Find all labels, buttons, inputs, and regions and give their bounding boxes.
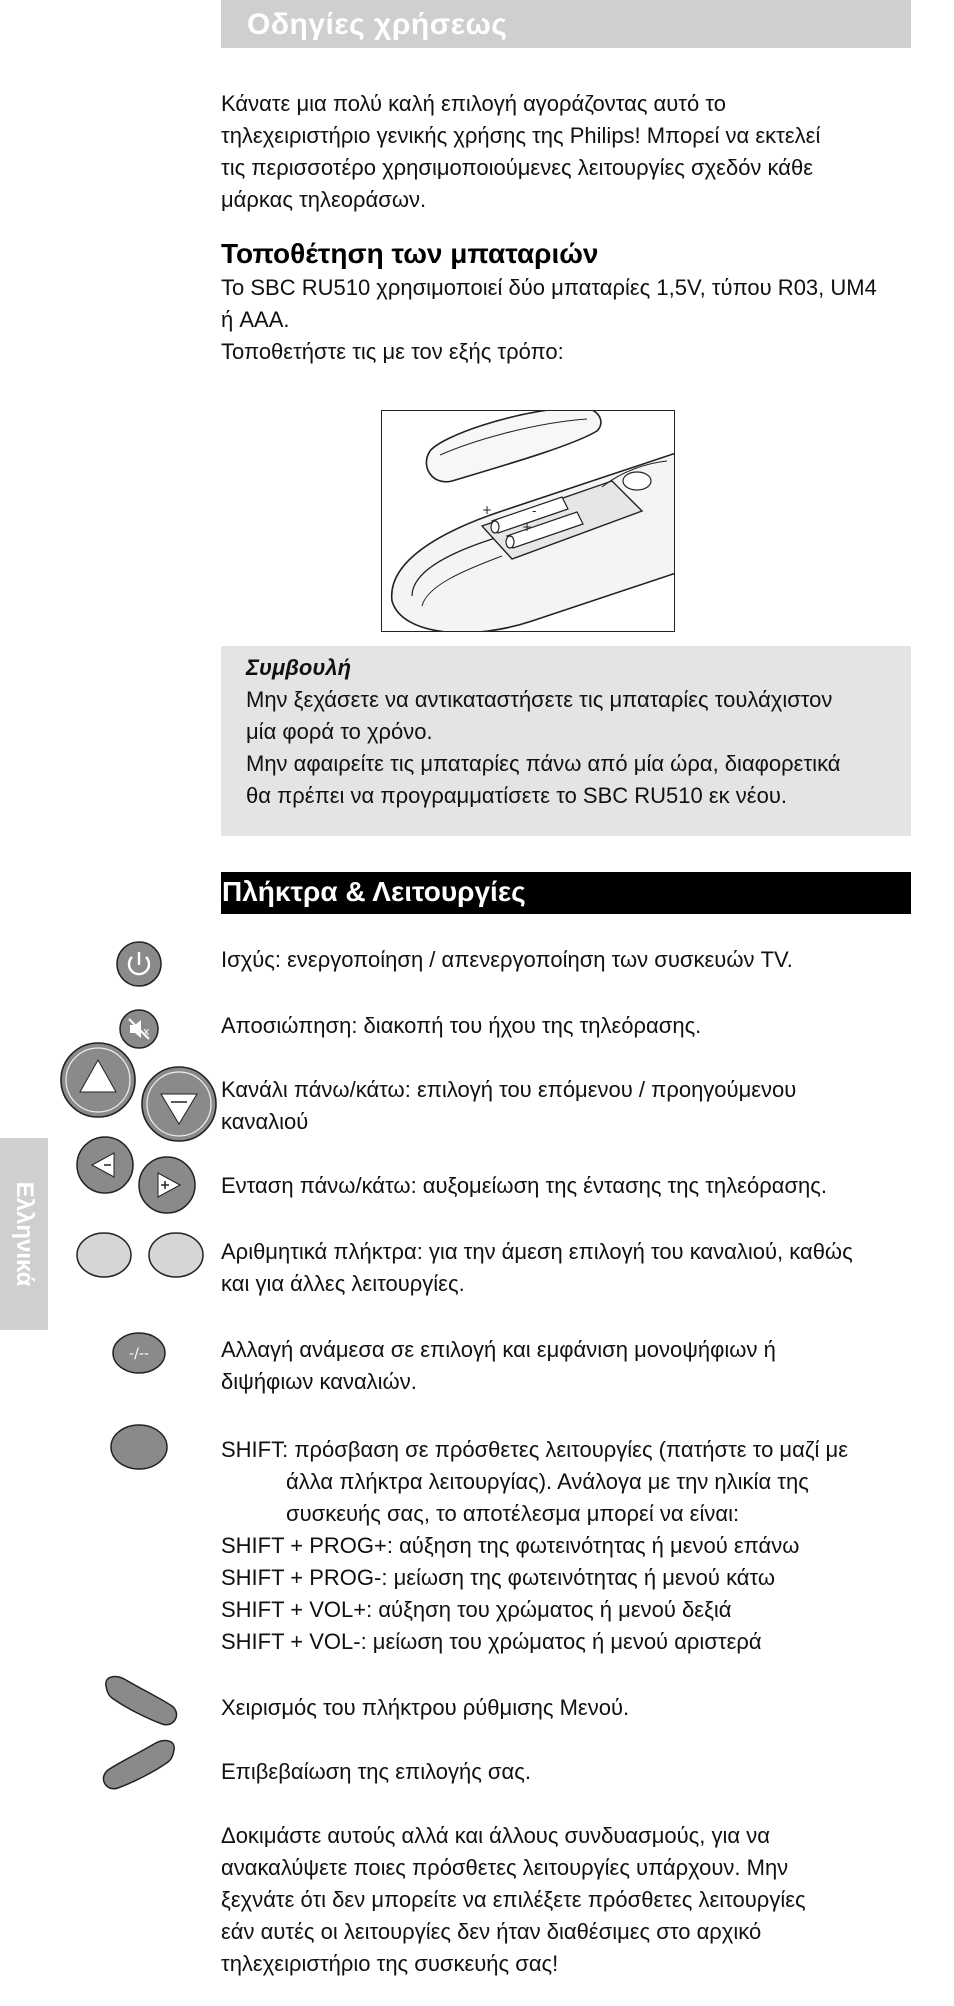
shift-key-icon	[108, 1422, 170, 1472]
svg-text:-: -	[532, 504, 537, 518]
svg-text:x: x	[143, 1025, 150, 1038]
closing-line: Δοκιμάστε αυτούς αλλά και άλλους συνδυασμούς, για να	[221, 1823, 770, 1848]
digit-toggle-text: Αλλαγή ανάμεσα σε επιλογή και εμφάνιση μονοψήφιων ή	[221, 1337, 776, 1362]
tip-content	[246, 652, 896, 812]
intro-line: τηλεχειριστήριο γενικής χρήσης της Philips! Μπορεί να εκτελεί	[221, 123, 821, 148]
batteries-text	[221, 272, 911, 368]
intro-line: τις περισσοτέρο χρησιμοποιούμενες λειτουργίες σχεδόν κάθε	[221, 155, 814, 180]
triangle-up-icon	[58, 1040, 138, 1120]
tip-title: Συμβουλή	[246, 655, 352, 680]
closing-line: τηλεχειριστήριο της συσκευής σας!	[221, 1951, 559, 1976]
shift-combo: SHIFT + PROG-: μείωση της φωτεινότητας ή μενού κάτω	[221, 1565, 776, 1590]
power-icon	[113, 938, 165, 990]
language-tab-label: Ελληνικά	[11, 1181, 38, 1287]
shift-combo: SHIFT + PROG+: αύξηση της φωτεινότητας ή μενού επάνω	[221, 1533, 800, 1558]
svg-text:+: +	[482, 503, 493, 517]
intro-line: Κάνατε μια πολύ καλή επιλογή αγοράζοντας αυτό το	[221, 91, 726, 116]
channel-text: Κανάλι πάνω/κάτω: επιλογή του επόμενου / προηγούμενου	[221, 1077, 797, 1102]
tip-line: Μην ξεχάσετε να αντικαταστήσετε τις μπαταρίες τουλάχιστον	[246, 687, 833, 712]
digit-toggle-icon	[110, 1330, 168, 1376]
intro-text	[221, 88, 911, 216]
svg-text:+: +	[522, 520, 533, 534]
shift-combo: SHIFT + VOL-: μείωση του χρώματος ή μενού αριστερά	[221, 1629, 762, 1654]
batteries-heading: Τοποθέτηση των μπαταριών	[221, 238, 599, 269]
triangle-down-icon	[139, 1064, 219, 1144]
tip-line: μία φορά το χρόνο.	[246, 719, 433, 744]
battery-figure	[381, 410, 675, 632]
ok-description	[221, 1756, 911, 1788]
batteries-line: Τοποθετήστε τις με τον εξής τρόπο:	[221, 339, 564, 364]
digit-toggle-description	[221, 1334, 911, 1398]
triangle-left-minus-icon	[74, 1134, 136, 1196]
page-title: Οδηγίες χρήσεως	[247, 8, 508, 41]
mute-description	[221, 1010, 911, 1042]
shift-text: συσκευής σας, το αποτέλεσμα μπορεί να είναι:	[286, 1501, 740, 1526]
power-text: Ισχύς: ενεργοποίηση / απενεργοποίηση των συσκευών TV.	[221, 947, 793, 972]
triangle-right-plus-icon	[136, 1154, 198, 1216]
tip-line: Μην αφαιρείτε τις μπαταρίες πάνω από μία ώρα, διαφορετικά	[246, 751, 841, 776]
closing-line: εάν αυτές οι λειτουργίες δεν ήταν διαθέσιμες στο αρχικό	[221, 1919, 762, 1944]
closing-line: ξεχνάτε ότι δεν μπορείτε να επιλέξετε πρόσθετες λειτουργίες	[221, 1887, 806, 1912]
shift-description	[221, 1434, 911, 1658]
power-description	[221, 944, 911, 976]
channel-description	[221, 1074, 911, 1138]
volume-text: Ενταση πάνω/κάτω: αυξομείωση της έντασης της τηλεόρασης.	[221, 1173, 827, 1198]
batteries-line: Το SBC RU510 χρησιμοποιεί δύο μπαταρίες 1,5V, τύπου R03, UM4	[221, 275, 877, 300]
digit-toggle-label: -/--	[129, 1346, 149, 1362]
ok-key-icon	[98, 1736, 182, 1796]
closing-text	[221, 1820, 911, 1980]
batteries-line: ή AAA.	[221, 307, 290, 332]
numeric-description	[221, 1236, 911, 1300]
mute-text: Αποσιώπηση: διακοπή του ήχου της τηλεόρασης.	[221, 1013, 702, 1038]
remote-battery-illustration	[382, 411, 675, 632]
digit-toggle-text: διψήφιων καναλιών.	[221, 1369, 417, 1394]
menu-text: Χειρισμός του πλήκτρου ρύθμισης Μενού.	[221, 1695, 630, 1720]
intro-line: μάρκας τηλεοράσων.	[221, 187, 427, 212]
tip-line: θα πρέπει να προγραμματίσετε το SBC RU510 εκ νέου.	[246, 783, 787, 808]
shift-combo: SHIFT + VOL+: αύξηση του χρώματος ή μενού δεξιά	[221, 1597, 732, 1622]
numeric-text: και για άλλες λειτουργίες.	[221, 1271, 465, 1296]
ok-text: Επιβεβαίωση της επιλογής σας.	[221, 1759, 531, 1784]
shift-text: SHIFT: πρόσβαση σε πρόσθετες λειτουργίες (πατήστε το μαζί με	[221, 1437, 848, 1462]
numeric-key-icon	[74, 1230, 206, 1280]
closing-line: ανακαλύψετε ποιες πρόσθετες λειτουργίες υπάρχουν. Μην	[221, 1855, 789, 1880]
shift-text: άλλα πλήκτρα λειτουργίας). Ανάλογα με την ηλικία της	[286, 1469, 809, 1494]
section-title: Πλήκτρα & Λειτουργίες	[222, 876, 526, 907]
menu-key-icon	[98, 1672, 182, 1732]
channel-text: καναλιού	[221, 1109, 309, 1134]
volume-description	[221, 1170, 911, 1202]
menu-description	[221, 1692, 911, 1724]
numeric-text: Αριθμητικά πλήκτρα: για την άμεση επιλογή του καναλιού, καθώς	[221, 1239, 853, 1264]
